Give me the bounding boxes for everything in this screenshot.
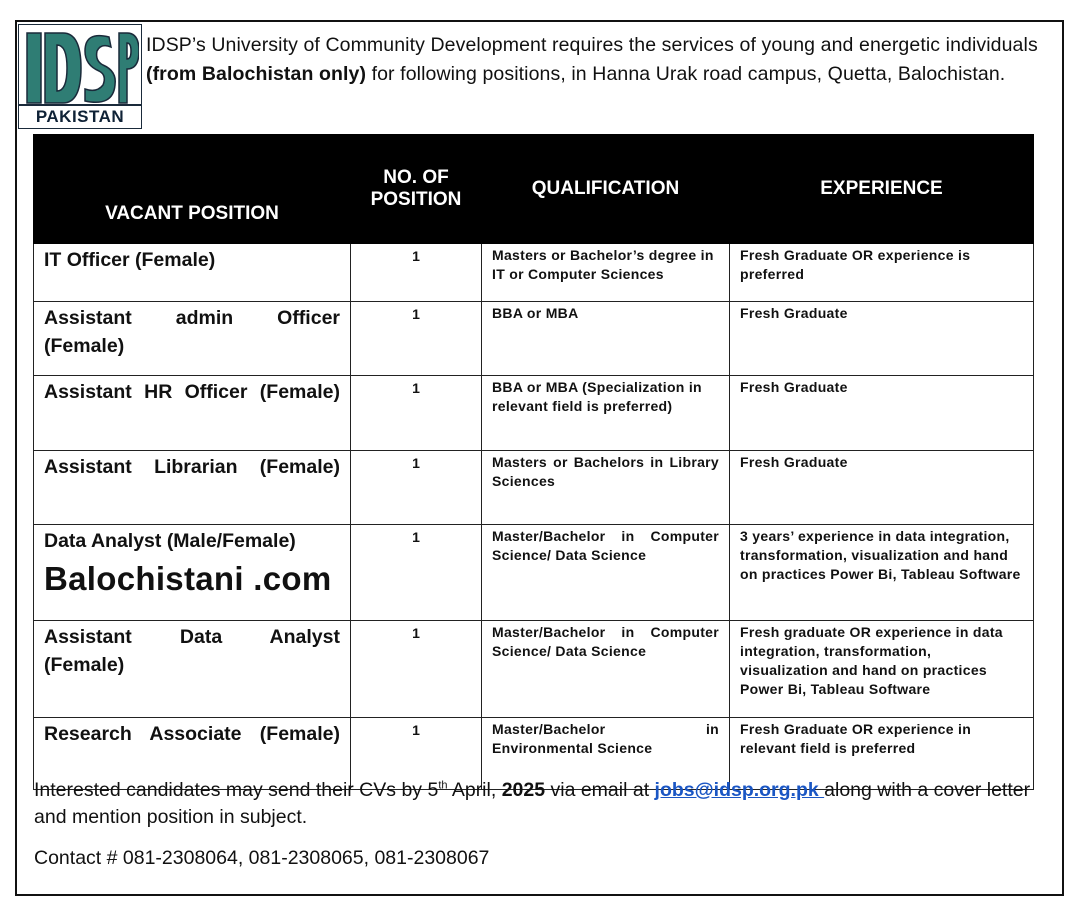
table-row <box>34 302 1034 376</box>
qualification-cell: Master/Bachelor in Computer Science/ Data Science <box>482 525 730 621</box>
table-row <box>34 621 1034 718</box>
header-qualification: QUALIFICATION <box>482 135 730 244</box>
footer-text-3: via email at <box>545 779 655 801</box>
count-cell: 1 <box>351 244 482 302</box>
watermark-text: Balochistani .com <box>44 560 332 597</box>
qualification-cell: BBA or MBA <box>482 302 730 376</box>
qualification-cell: Master/Bachelor in Computer Science/ Data Science <box>482 621 730 718</box>
header-no-of-position: NO. OF POSITION <box>351 135 482 244</box>
count-cell: 1 <box>351 376 482 451</box>
application-instructions <box>34 777 1054 831</box>
count-cell: 1 <box>351 451 482 525</box>
intro-paragraph <box>146 31 1056 89</box>
count-cell: 1 <box>351 718 482 790</box>
experience-cell: Fresh Graduate OR experience is preferred <box>730 244 1034 302</box>
footer-text-4: along with a cover letter and mention position in subject. <box>34 779 1031 828</box>
intro-text-1: IDSP’s University of Community Development requires the services of young and energetic individuals <box>146 34 1038 56</box>
count-cell: 1 <box>351 621 482 718</box>
footer-text-1: Interested candidates may send their CVs by 5 <box>34 779 439 801</box>
table-row <box>34 525 1034 621</box>
position-cell: Assistant admin Officer (Female) <box>34 302 351 376</box>
table-row <box>34 376 1034 451</box>
position-cell: Assistant Data Analyst (Female) <box>34 621 351 718</box>
email-link[interactable]: jobs@idsp.org.pk <box>654 779 825 801</box>
qualification-cell: BBA or MBA (Specialization in relevant field is preferred) <box>482 376 730 451</box>
experience-cell: Fresh Graduate <box>730 302 1034 376</box>
qualification-cell: Master/Bachelor in Environmental Science <box>482 718 730 790</box>
header-experience: EXPERIENCE <box>730 135 1034 244</box>
idsp-logo-mark <box>23 27 139 107</box>
position-cell: IT Officer (Female) <box>34 244 351 302</box>
qualification-cell: Masters or Bachelor’s degree in IT or Computer Sciences <box>482 244 730 302</box>
position-cell: Research Associate (Female) <box>34 718 351 790</box>
logo-country-label: PAKISTAN <box>19 104 141 128</box>
intro-bold-text: (from Balochistan only) <box>146 63 367 85</box>
experience-cell: Fresh Graduate <box>730 451 1034 525</box>
table-header-row <box>34 135 1034 244</box>
position-cell: Data Analyst (Male/Female) Balochistani .com <box>34 525 351 621</box>
count-cell: 1 <box>351 525 482 621</box>
contact-numbers: Contact # 081-2308064, 081-2308065, 081-2308067 <box>34 847 490 869</box>
count-cell: 1 <box>351 302 482 376</box>
qualification-cell: Masters or Bachelors in Library Sciences <box>482 451 730 525</box>
position-cell: Assistant Librarian (Female) <box>34 451 351 525</box>
footer-sup: th <box>438 779 448 792</box>
experience-cell: 3 years’ experience in data integration, transformation, visualization and hand on practices Power Bi, Tableau Software <box>730 525 1034 621</box>
experience-cell: Fresh Graduate OR experience in relevant field is preferred <box>730 718 1034 790</box>
vacancy-table <box>33 134 1034 790</box>
deadline-year: 2025 <box>501 779 546 801</box>
table-row <box>34 244 1034 302</box>
intro-text-2: for following positions, in Hanna Urak road campus, Quetta, Balochistan. <box>366 63 1006 85</box>
header-vacant-position: VACANT POSITION <box>34 135 351 244</box>
footer-text-2: April, <box>447 779 502 801</box>
experience-cell: Fresh graduate OR experience in data integration, transformation, visualization and hand on practices Power Bi, Tableau Software <box>730 621 1034 718</box>
idsp-logo <box>18 24 142 129</box>
table-row <box>34 451 1034 525</box>
position-cell: Assistant HR Officer (Female) <box>34 376 351 451</box>
experience-cell: Fresh Graduate <box>730 376 1034 451</box>
